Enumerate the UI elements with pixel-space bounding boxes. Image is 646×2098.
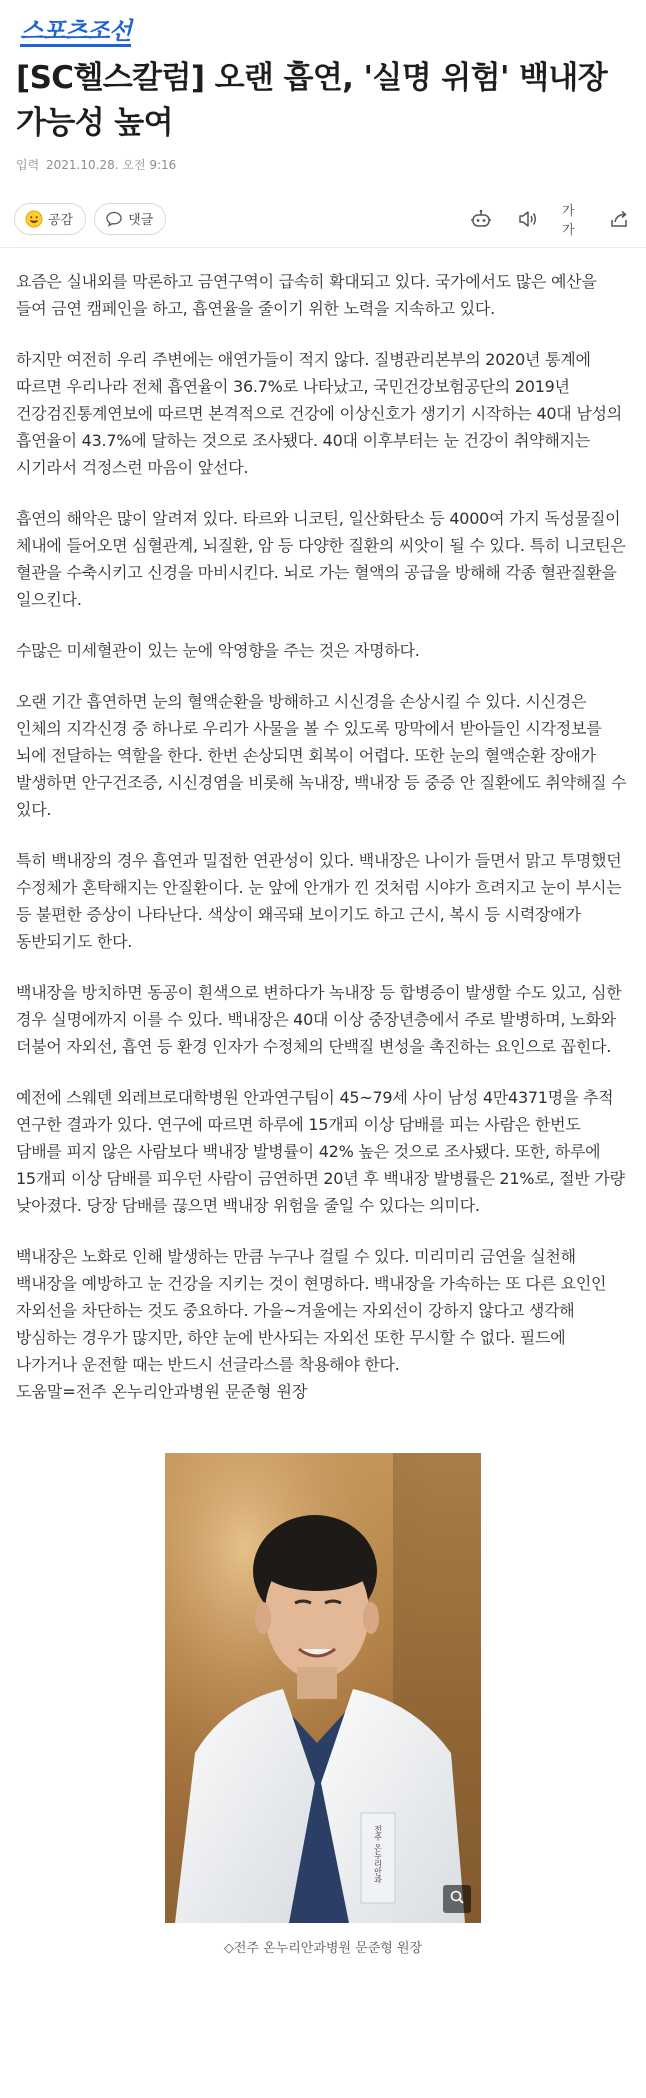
font-size-icon[interactable]: 가가 [562, 203, 575, 238]
brand-bar [0, 0, 646, 52]
article-meta [0, 146, 646, 190]
publish-datetime: 2021.10.28. 오전 9:16 [46, 158, 177, 172]
photo-caption: ◇전주 온누리안과병원 문준형 원장 [223, 1941, 423, 1956]
zoom-button[interactable] [443, 1885, 471, 1913]
article-paragraph: 특히 백내장의 경우 흡연과 밀접한 연관성이 있다. 백내장은 나이가 들면서 맑고 투명했던 수정체가 혼탁해지는 안질환이다. 눈 앞에 안개가 낀 것처럼 시야가 흐려지고 눈이 부시는 등 불편한 증상이 나타난다. 색상이 왜곡돼 보이기도 하고 근시, 복시 등 시력장애가 동반되기도 한다. [16, 851, 622, 951]
article-paragraph: 수많은 미세혈관이 있는 눈에 악영향을 주는 것은 자명하다. [16, 641, 420, 660]
article-figure [165, 1453, 481, 1956]
comment-label: 댓글 [128, 213, 154, 228]
doctor-portrait-image [165, 1453, 481, 1923]
publish-label: 입력 [16, 158, 40, 172]
article-body [0, 248, 646, 1956]
comment-icon [105, 210, 123, 228]
press-logo[interactable]: 스포츠조선 [20, 17, 131, 45]
audio-icon[interactable] [516, 208, 538, 230]
article-tools [470, 203, 632, 238]
article-paragraph: 요즘은 실내외를 막론하고 금연구역이 급속히 확대되고 있다. 국가에서도 많은 예산을 들여 금연 캠페인을 하고, 흡연율을 줄이기 위한 노력을 지속하고 있다. [16, 272, 597, 318]
magnifier-icon [449, 1889, 465, 1909]
article-paragraph: 흡연의 해악은 많이 알려져 있다. 타르와 니코틴, 일산화탄소 등 4000여 가지 독성물질이 체내에 들어오면 심혈관계, 뇌질환, 암 등 다양한 질환의 씨앗이 될 수 있다. 특히 니코틴은 혈관을 수축시키고 신경을 마비시킨다. 뇌로 가는 혈액의 공급을 방해해 각종 혈관질환을 일으킨다. [16, 509, 626, 609]
article-paragraph: 예전에 스웨덴 외레브로대학병원 안과연구팀이 45~79세 사이 남성 4만4371명을 추적 연구한 결과가 있다. 연구에 따르면 하루에 15개피 이상 담배를 피는 사람은 한번도 담배를 피지 않은 사람보다 백내장 발병률이 42% 높은 것으로 조사됐다. 또한, 하루에 15개피 이상 담배를 피우던 사람이 금연하면 20년 후 백내장 발병률은 21%로, 절반 가량 낮아졌다. 당장 담배를 끊으면 백내장 위험을 줄일 수 있다는 의미다. [16, 1088, 625, 1215]
reaction-pills [14, 203, 166, 235]
summary-bot-icon[interactable] [470, 208, 492, 230]
doctor-photo[interactable] [165, 1453, 481, 1923]
like-button[interactable] [14, 203, 86, 235]
coat-embroidery: 전주 온누리안과 [373, 1825, 383, 1884]
article-paragraph: 백내장을 방치하면 동공이 흰색으로 변하다가 녹내장 등 합병증이 발생할 수도 있고, 심한 경우 실명에까지 이를 수 있다. 백내장은 40대 이상 중장년층에서 주로 발병하며, 노화와 더불어 자외선, 흡연 등 환경 인자가 수정체의 단백질 변성을 촉진하는 요인으로 꼽힌다. [16, 983, 622, 1056]
article-toolbar [0, 190, 646, 248]
article-headline: [SC헬스칼럼] 오랜 흡연, '실명 위험' 백내장 가능성 높여 [16, 60, 608, 141]
article-credit: 도움말=전주 온누리안과병원 문준형 원장 [16, 1382, 308, 1401]
article-paragraph: 하지만 여전히 우리 주변에는 애연가들이 적지 않다. 질병관리본부의 2020년 통계에 따르면 우리나라 전체 흡연율이 36.7%로 나타났고, 국민건강보험공단의 2019년 건강검진통계연보에 따르면 본격적으로 건강에 이상신호가 생기기 시작하는 40대 남성의 흡연율이 43.7%에 달하는 것으로 조사됐다. 40대 이후부터는 눈 건강이 취약해지는 시기라서 걱정스런 마음이 앞선다. [16, 350, 622, 477]
comment-button[interactable] [94, 203, 166, 235]
article-paragraph: 오랜 기간 흡연하면 눈의 혈액순환을 방해하고 시신경을 손상시킬 수 있다. 시신경은 인체의 지각신경 중 하나로 우리가 사물을 볼 수 있도록 망막에서 받아들인 시각정보를 뇌에 전달하는 역할을 한다. 한번 손상되면 회복이 어렵다. 또한 눈의 혈액순환 장애가 발생하면 안구건조증, 시신경염을 비롯해 녹내장, 백내장 등 중증 안 질환에도 취약해질 수 있다. [16, 692, 627, 819]
share-icon[interactable] [608, 208, 630, 230]
smile-icon [25, 210, 43, 228]
article-paragraph: 백내장은 노화로 인해 발생하는 만큼 누구나 걸릴 수 있다. 미리미리 금연을 실천해 백내장을 예방하고 눈 건강을 지키는 것이 현명하다. 백내장을 가속하는 또 다른 요인인 자외선을 차단하는 것도 중요하다. 가을~겨울에는 자외선이 강하지 않다고 생각해 방심하는 경우가 많지만, 하얀 눈에 반사되는 자외선 또한 무시할 수 없다. 필드에 나가거나 운전할 때는 반드시 선글라스를 착용해야 한다. [16, 1247, 607, 1374]
like-label: 공감 [48, 213, 74, 228]
